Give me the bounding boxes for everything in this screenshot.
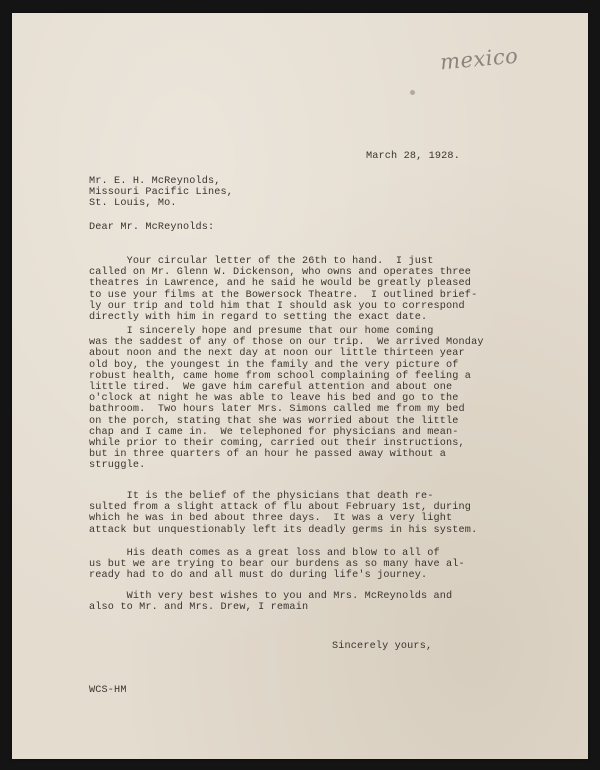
text-line: little tired. We gave him careful attention and about one: [89, 382, 453, 394]
address-line: St. Louis, Mo.: [89, 198, 177, 210]
text-line: ready had to do and all must do during life's journey.: [89, 570, 428, 582]
text-line: but in three quarters of an hour he passed away without a: [89, 449, 447, 461]
text-line: directly with him in regard to setting the exact date.: [89, 312, 428, 324]
text-line: also to Mr. and Mrs. Drew, I remain: [89, 602, 309, 614]
salutation: Dear Mr. McReynolds:: [89, 222, 215, 233]
text-line: His death comes as a great loss and blow to all of: [89, 548, 440, 559]
text-line: old boy, the youngest in the family and the very picture of: [89, 359, 459, 371]
paragraph-2: [89, 326, 484, 472]
text-line: about noon and the next day at noon our little thirteen year: [89, 348, 465, 360]
recipient-address: [89, 176, 233, 210]
text-line: ly our trip and told him that I should ask you to correspond: [89, 300, 465, 312]
text-line: robust health, came home from school complaining of feeling a: [89, 370, 472, 382]
paragraph-5: [89, 591, 452, 613]
text-line: attack but unquestionably left its deadly germs in his system.: [89, 524, 478, 536]
paragraph-3: [89, 491, 477, 536]
text-line: us but we are trying to bear our burdens as so many have al-: [89, 559, 465, 571]
address-line: Mr. E. H. McReynolds,: [89, 176, 221, 187]
text-line: sulted from a slight attack of flu about February 1st, during: [89, 502, 472, 514]
text-line: was the saddest of any of those on our trip. We arrived Monday: [89, 337, 484, 349]
text-line: to use your films at the Bowersock Theatre. I outlined brief-: [89, 289, 478, 301]
text-line: With very best wishes to you and Mrs. McReynolds and: [89, 591, 453, 602]
text-line: It is the belief of the physicians that death re-: [89, 491, 434, 502]
text-line: I sincerely hope and presume that our home coming: [89, 326, 434, 337]
text-line: o'clock at night he was able to leave his bed and go to the: [89, 393, 459, 405]
paper-speck: [410, 90, 415, 95]
text-line: while prior to their coming, carried out their instructions,: [89, 438, 465, 450]
text-line: called on Mr. Glenn W. Dickenson, who owns and operates three: [89, 267, 472, 279]
paragraph-1: [89, 256, 477, 323]
text-line: on the porch, stating that she was worried about the little: [89, 415, 459, 427]
text-line: theatres in Lawrence, and he said he would be greatly pleased: [89, 278, 472, 290]
text-line: bathroom. Two hours later Mrs. Simons called me from my bed: [89, 404, 465, 416]
reference-initials: WCS-HM: [89, 685, 127, 696]
handwritten-annotation: mexico: [439, 43, 520, 75]
closing: Sincerely yours,: [332, 641, 433, 652]
address-line: Missouri Pacific Lines,: [89, 187, 234, 199]
letter-date: March 28, 1928.: [366, 151, 460, 162]
text-line: chap and I came in. We telephoned for physicians and mean-: [89, 426, 459, 438]
paper-sheet: [12, 13, 588, 759]
text-line: Your circular letter of the 26th to hand. I just: [89, 256, 434, 267]
text-line: which he was in bed about three days. It was a very light: [89, 513, 453, 525]
text-line: struggle.: [89, 460, 146, 472]
paragraph-4: [89, 548, 465, 582]
